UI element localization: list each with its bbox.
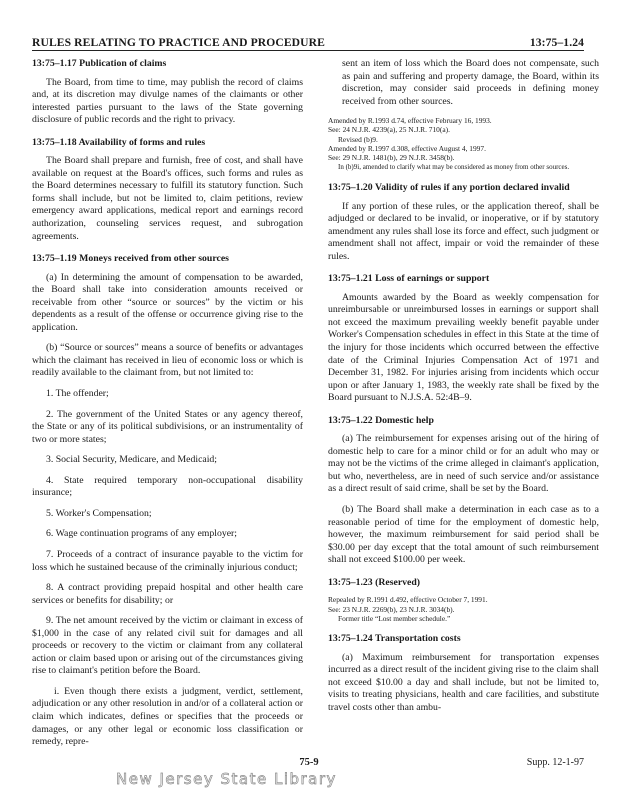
history-note: See: 23 N.J.R. 2269(b), 23 N.J.R. 3034(b). xyxy=(328,604,455,614)
page-number: 75-9 xyxy=(299,757,319,768)
left-column xyxy=(32,58,303,749)
header-rule xyxy=(32,50,584,51)
section-title-1-17: 13:75–1.17 Publication of claims xyxy=(32,58,167,69)
list-item: 4. State required temporary non-occupational disability insurance; xyxy=(32,474,303,499)
section-title-1-18: 13:75–1.18 Availability of forms and rules xyxy=(32,136,206,148)
list-item: 6. Wage continuation programs of any employer; xyxy=(46,528,238,540)
list-item: 8. A contract providing prepaid hospital and other health care services or benefits for disability; or xyxy=(32,582,303,606)
section-title-1-20: 13:75–1.20 Validity of rules if any portion declared invalid xyxy=(328,181,570,193)
paragraph-b: (b) “Source or sources” means a source of benefits or advantages which the claimant has received in lieu of economic loss or which is readily available to the claimant from, but not limited to: xyxy=(32,342,303,379)
section-body-1-18: The Board shall prepare and furnish, free of cost, and shall have available on request at the Board's offices, such forms and rules as the Board determines necessary to fulfill its statutory function. Such forms shall include, but not be limited to, claim petitions, review emergency award applications, medical report and earnings record authorization, counseling services request, and subrogation agreements. xyxy=(32,155,303,242)
paragraph-a: (a) Maximum reimbursement for transportation expenses incurred as a direct result of the incident giving rise to the claim shall not exceed $10.00 a day and shall include, but not be limited to, visits to treating physicians, health and care facilities, and substitute travel costs other than ambu- xyxy=(328,651,599,713)
history-note: In (b)9i, amended to clarify what may be considered as money from other sources. xyxy=(338,162,570,171)
list-item: 9. The net amount received by the victim or claimant in excess of $1,000 in the case of any related civil suit for damages and all proceeds or recovery to the victim or claimant from any collateral action or claim based upon or arising out of the circumstances giving rise to claimant's petition before the Board. xyxy=(32,615,303,677)
supplement-date: Supp. 12-1-97 xyxy=(526,757,584,768)
paragraph-a: (a) The reimbursement for expenses arising out of the hiring of domestic help to care for a minor child or for an adult who may or may not be the victims of the crime alleged in claimant's application, but who, nevertheless, are in need of such service and/or assistance as a direct result of said crime, shall be set by the Board. xyxy=(328,433,599,495)
history-note: Revised (b)9. xyxy=(338,134,378,144)
section-body-1-17: The Board, from time to time, may publish the record of claims and, at its discretion may divulge names of the claimants or other interested parties pursuant to the laws of the State governing disclosure of public records and the right to privacy. xyxy=(32,76,303,126)
list-item: 2. The government of the United States or any agency thereof, the State or any of its political subdivisions, or an instrumentality of two or more states; xyxy=(32,408,303,445)
history-note: Amended by R.1997 d.308, effective August 4, 1997. xyxy=(328,144,486,154)
right-column xyxy=(328,58,599,714)
section-body-1-21: Amounts awarded by the Board as weekly compensation for unreimbursable or unreimbursed losses in earnings or support shall not exceed the maximum prevailing weekly benefit payable under Worker's Compensation schedules in effect in this State at the time of the injury for those incidents which occurred between the effective date of the Criminal Injuries Compensation Act of 1971 and December 31, 1982. For injuries arising from incidents which occur upon or after January 1, 1983, the weekly rate shall be fixed by the Board pursuant to N.J.S.A. 52:4B–9. xyxy=(328,291,599,404)
history-note: See: 24 N.J.R. 4239(a), 25 N.J.R. 710(a). xyxy=(328,125,450,135)
section-title-1-22: 13:75–1.22 Domestic help xyxy=(328,414,434,426)
list-item: 1. The offender; xyxy=(46,388,109,400)
section-title-1-23: 13:75–1.23 (Reserved) xyxy=(328,576,421,588)
library-watermark-stamp: New Jersey State Library xyxy=(116,770,337,788)
history-note: Amended by R.1993 d.74, effective February 16, 1993. xyxy=(328,116,492,126)
list-subitem-i: i. Even though there exists a judgment, verdict, settlement, adjudication or any other resolution in and/or of a collateral action or claim which indicates, defines or specifies that the proceeds or damages, or any other legal or economic loss classification or remedy, repre- xyxy=(32,685,303,748)
section-title-1-21: 13:75–1.21 Loss of earnings or support xyxy=(328,273,490,285)
continued-paragraph: sent an item of loss which the Board does not compensate, such as pain and suffering and property damage, the Board, within its discretion, may consider said proceeds in defining money received from other sources. xyxy=(342,58,599,107)
header-section-number: 13:75–1.24 xyxy=(529,36,584,49)
history-note: See: 29 N.J.R. 1481(b), 29 N.J.R. 3458(b). xyxy=(328,153,455,163)
header-title: RULES RELATING TO PRACTICE AND PROCEDURE xyxy=(32,36,325,49)
list-item: 3. Social Security, Medicare, and Medicaid; xyxy=(46,454,218,466)
section-title-1-24: 13:75–1.24 Transportation costs xyxy=(328,633,461,645)
paragraph-b: (b) The Board shall make a determination in each case as to a reasonable period of time for the employment of domestic help, however, the maximum reimbursement for said period shall be $30.00 per day except that the total amount of such reimbursement shall not exceed $100.00 per week. xyxy=(328,504,599,566)
section-title-1-19: 13:75–1.19 Moneys received from other sources xyxy=(32,253,229,265)
history-note: Repealed by R.1991 d.492, effective October 7, 1991. xyxy=(328,595,488,605)
paragraph-a: (a) In determining the amount of compensation to be awarded, the Board shall take into consideration amounts received or receivable from other “source or sources” by the victim or his dependents as a result of the offense or occurrence giving rise to the application. xyxy=(32,271,303,333)
history-note: Former title “Lost member schedule.” xyxy=(338,613,451,623)
list-item: 5. Worker's Compensation; xyxy=(46,507,152,519)
list-item: 7. Proceeds of a contract of insurance payable to the victim for loss which he sustained because of the criminally injurious conduct; xyxy=(32,548,303,573)
section-body-1-20: If any portion of these rules, or the application thereof, shall be adjudged or declared to be invalid, or inoperative, or if by statutory amendment any rules shall lose its force and effect, such judgment or amendment shall not affect, impair or void the remainder of these rules. xyxy=(328,200,599,262)
